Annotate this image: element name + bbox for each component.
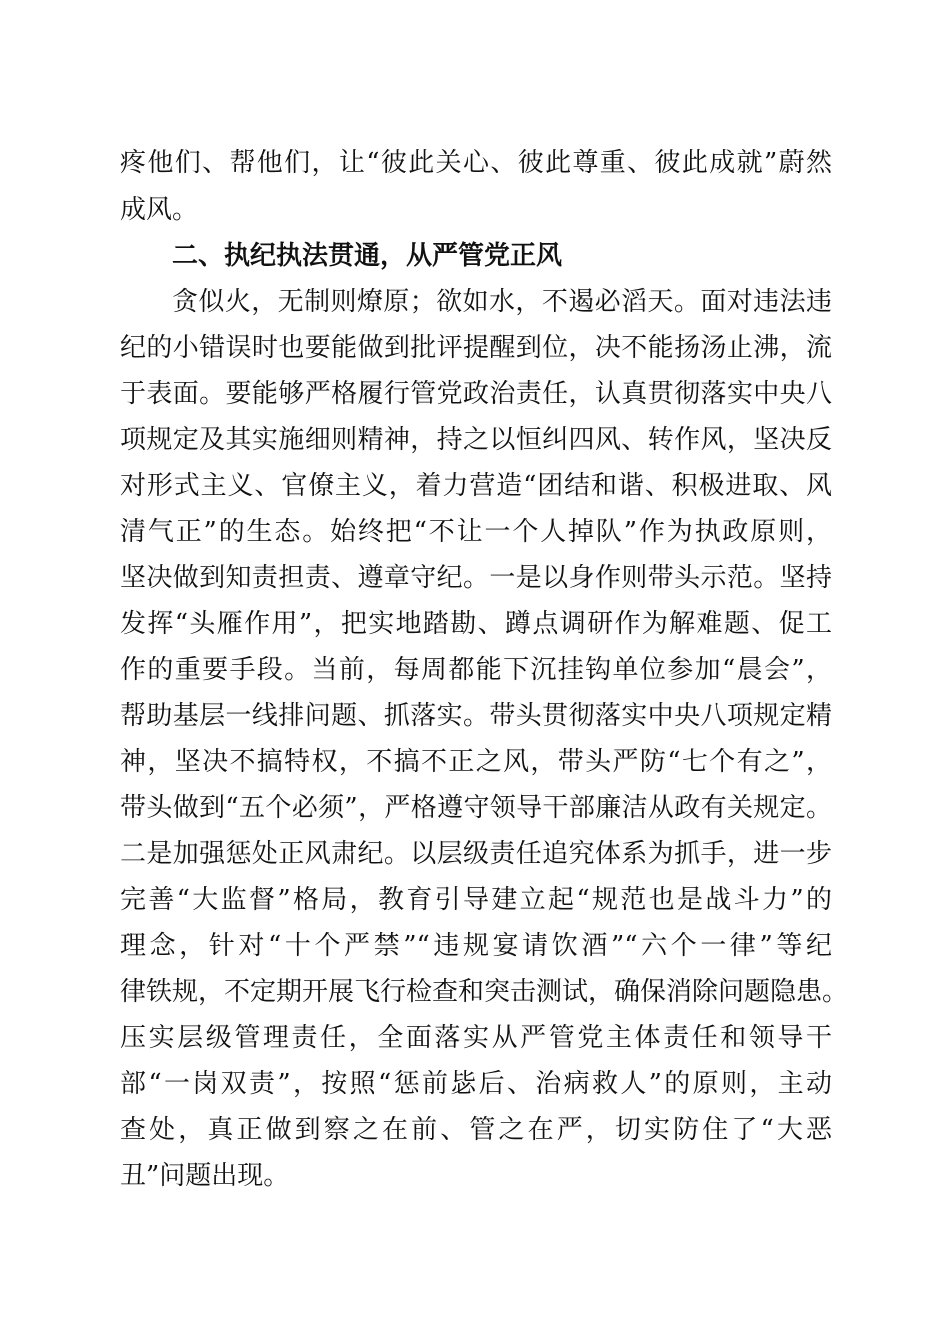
text-line: 二是加强惩处正风肃纪。以层级责任追究体系为抓手，进一步 bbox=[120, 839, 832, 869]
text-line: 丑”问题出现。 bbox=[120, 1161, 290, 1191]
text-line: 神，坚决不搞特权，不搞不正之风，带头严防“七个有之”， bbox=[120, 747, 832, 777]
text-line: 作的重要手段。当前，每周都能下沉挂钩单位参加“晨会”， bbox=[120, 655, 832, 685]
text-line: 发挥“头雁作用”，把实地踏勘、蹲点调研作为解难题、促工 bbox=[120, 609, 832, 639]
text-line: 于表面。要能够严格履行管党政治责任，认真贯彻落实中央八 bbox=[120, 379, 832, 409]
text-line: 律铁规，不定期开展飞行检查和突击测试，确保消除问题隐患。 bbox=[120, 977, 849, 1007]
text-line: 项规定及其实施细则精神，持之以恒纠四风、转作风，坚决反 bbox=[120, 425, 832, 455]
text-line: 带头做到“五个必须”，严格遵守领导干部廉洁从政有关规定。 bbox=[120, 793, 832, 823]
text-line: 疼他们、帮他们，让“彼此关心、彼此尊重、彼此成就”蔚然 bbox=[120, 148, 832, 178]
text-line: 纪的小错误时也要能做到批评提醒到位，决不能扬汤止沸，流 bbox=[120, 333, 832, 363]
text-line: 对形式主义、官僚主义，着力营造“团结和谐、积极进取、风 bbox=[120, 471, 832, 501]
text-line: 查处，真正做到察之在前、管之在严，切实防住了“大恶 bbox=[120, 1115, 832, 1145]
text-line: 理念，针对“十个严禁”“违规宴请饮酒”“六个一律”等纪 bbox=[120, 931, 832, 961]
text-line: 完善“大监督”格局，教育引导建立起“规范也是战斗力”的 bbox=[120, 885, 832, 915]
text-line: 帮助基层一线排问题、抓落实。带头贯彻落实中央八项规定精 bbox=[120, 701, 832, 731]
text-line: 压实层级管理责任，全面落实从严管党主体责任和领导干 bbox=[120, 1023, 832, 1053]
text-line: 贪似火，无制则燎原；欲如水，不遏必滔天。面对违法违 bbox=[172, 287, 832, 317]
text-line: 部“一岗双责”，按照“惩前毖后、治病救人”的原则，主动 bbox=[120, 1069, 832, 1099]
text-line: 坚决做到知责担责、遵章守纪。一是以身作则带头示范。坚持 bbox=[120, 563, 832, 593]
text-line: 成风。 bbox=[120, 195, 199, 225]
text-line: 清气正”的生态。始终把“不让一个人掉队”作为执政原则， bbox=[120, 517, 832, 547]
section-heading: 二、执纪执法贯通，从严管党正风 bbox=[172, 241, 563, 271]
